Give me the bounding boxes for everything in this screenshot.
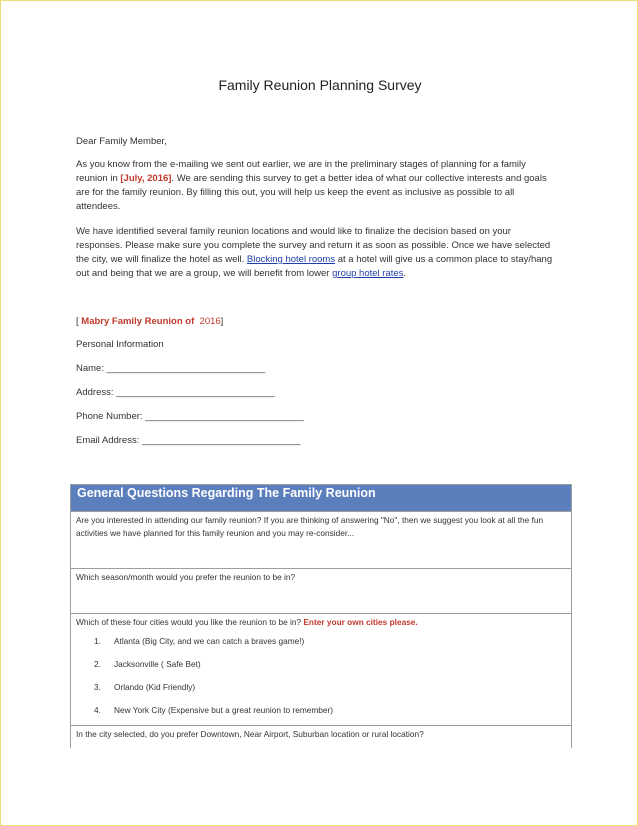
- city-option: [76, 635, 566, 658]
- reunion-name-open-bracket: [: [76, 316, 82, 327]
- city-option: [76, 704, 566, 727]
- question-location-type[interactable]: In the city selected, do you prefer Downtown, Near Airport, Suburban location or rural location?: [76, 729, 424, 739]
- page-title: Family Reunion Planning Survey: [218, 77, 422, 93]
- city-option: [76, 658, 566, 681]
- option-number: 2.: [94, 659, 101, 669]
- greeting: Dear Family Member,: [76, 136, 167, 147]
- table-header: General Questions Regarding The Family Reunion: [71, 485, 571, 512]
- intro-text-after: . We are sending this survey to get a better idea of what our collective interests and goals are for the family reunion. By filling this out, you will help us keep the event as inclusive as possible to all attendees.: [76, 173, 547, 212]
- locations-text-before: We have identified several family reunion locations and would like to finalize the decision based on your responses. Please make sure you complete the survey and return it as soon as possible. Once we have selected the city, we will finalize the hotel as well.: [76, 226, 551, 265]
- question-cities[interactable]: [71, 614, 571, 726]
- blocking-hotel-rooms-link[interactable]: Blocking hotel rooms: [246, 254, 336, 265]
- city-option: [76, 681, 566, 704]
- reunion-name: Mabry Family Reunion of: [81, 316, 195, 327]
- question-season[interactable]: Which season/month would you prefer the reunion to be in?: [71, 569, 571, 614]
- option-text: Orlando (Kid Friendly): [114, 682, 196, 692]
- intro-paragraph: [76, 158, 558, 214]
- option-number: 1.: [94, 636, 101, 646]
- reunion-name-close-bracket: ]: [220, 316, 224, 327]
- option-text: Atlanta (Big City, and we can catch a braves game!): [114, 636, 305, 646]
- locations-text-middle: at a hotel will give us a common place to stay/hang out and being that we are a group, we will benefit from lower: [76, 254, 553, 279]
- question-cities-label: Which of these four cities would you like the reunion to be in?: [76, 617, 304, 627]
- locations-paragraph: [76, 225, 558, 281]
- personal-info-heading: Personal Information: [76, 339, 164, 350]
- question-attend[interactable]: Are you interested in attending our family reunion? If you are thinking of answering "No", then we suggest you look at all the fun activities we have planned for this family reunion and you may re-consider...: [71, 512, 571, 569]
- reunion-date: [July, 2016]: [120, 173, 172, 184]
- reunion-name-line: [76, 316, 223, 327]
- option-number: 4.: [94, 705, 101, 715]
- name-field[interactable]: Name: ______________________________: [76, 363, 266, 374]
- question-cities-emphasis: Enter your own cities please.: [303, 617, 418, 627]
- email-field[interactable]: Email Address: ______________________________: [76, 435, 301, 446]
- option-text: Jacksonville ( Safe Bet): [114, 659, 201, 669]
- question-cities-text: [76, 616, 566, 635]
- locations-text-end: .: [403, 268, 407, 279]
- reunion-year: 2016: [199, 316, 221, 327]
- option-number: 3.: [94, 682, 101, 692]
- group-hotel-rates-link[interactable]: group hotel rates: [332, 268, 404, 279]
- general-questions-table: [70, 484, 572, 748]
- phone-field[interactable]: Phone Number: ______________________________: [76, 411, 304, 422]
- intro-text-before: As you know from the e-mailing we sent out earlier, we are in the preliminary stages of planning for a family reunion in: [76, 159, 526, 184]
- address-field[interactable]: Address: ______________________________: [76, 387, 275, 398]
- option-text: New York City (Expensive but a great reunion to remember): [114, 705, 334, 715]
